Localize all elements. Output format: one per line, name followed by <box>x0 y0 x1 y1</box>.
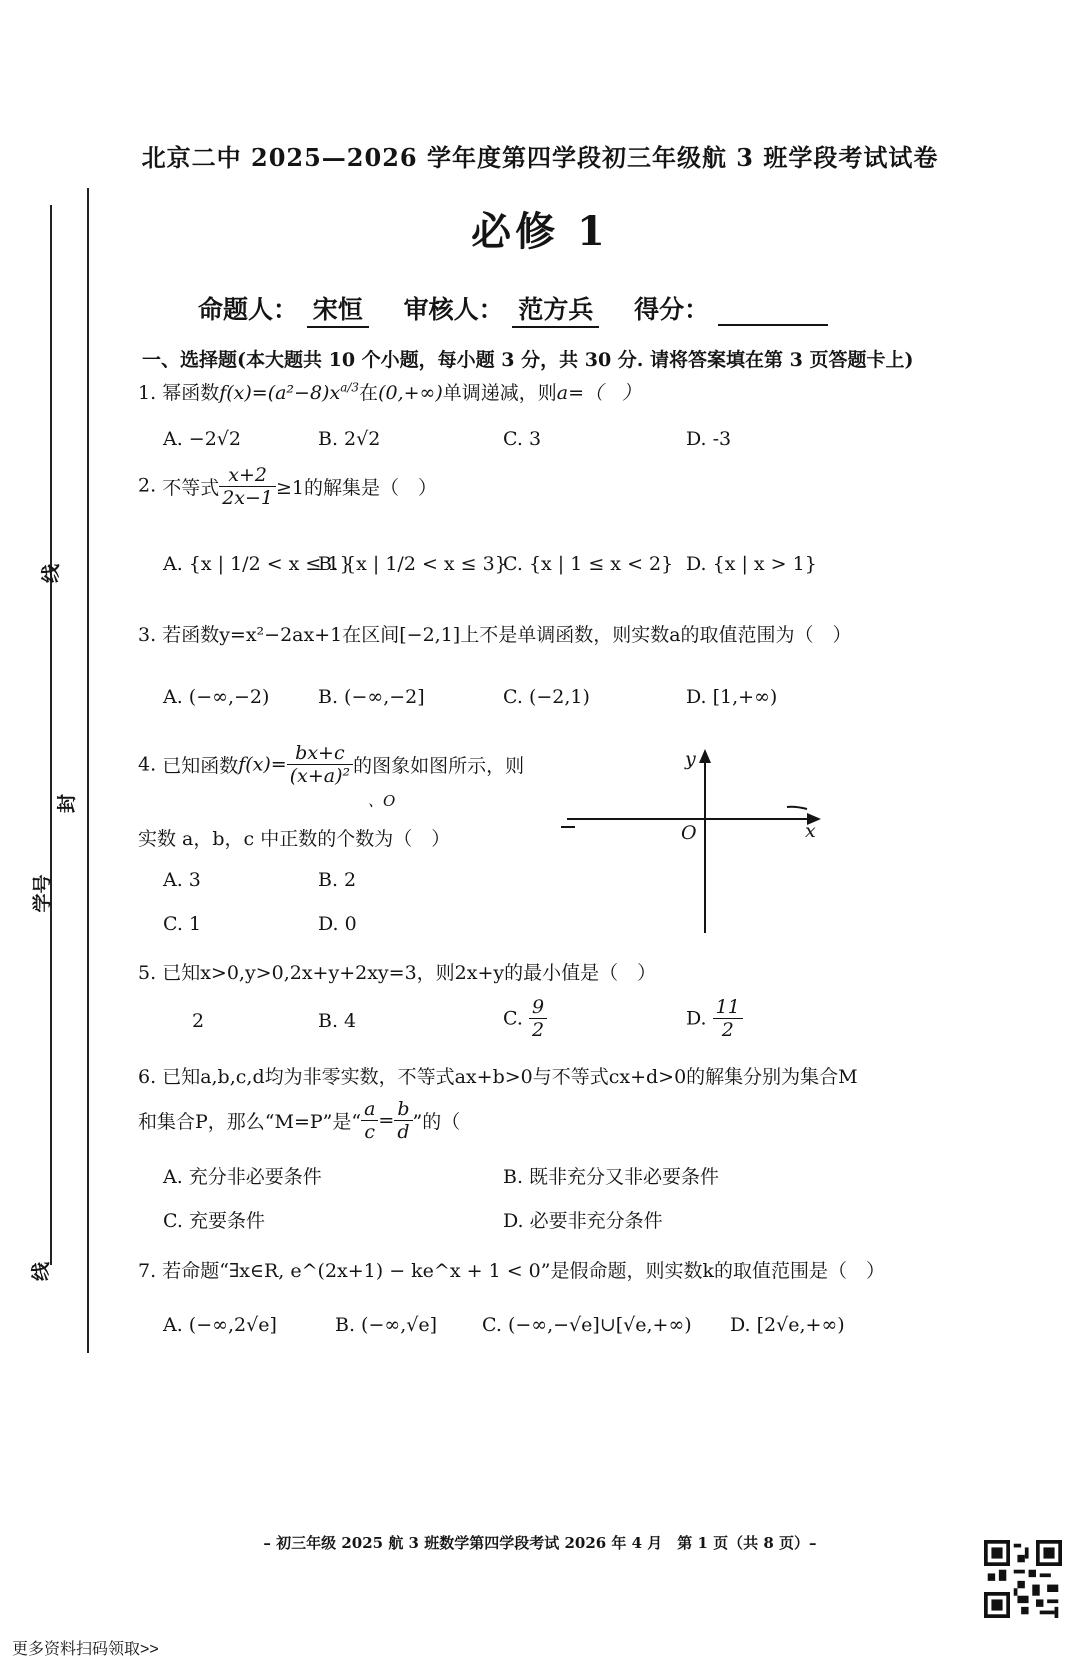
q1-interval: (0,+∞) <box>378 382 443 404</box>
q2-suffix: ≥1的解集是（ ） <box>276 477 438 499</box>
q6-frac1-num: a <box>361 1098 378 1121</box>
q5-option-d-label: D. <box>686 1007 707 1030</box>
q4-number: 4. <box>138 753 157 776</box>
q6-number: 6. <box>138 1066 157 1088</box>
q1-exponent: a/3 <box>340 380 360 395</box>
q1-ask: a=（ ） <box>556 382 642 404</box>
question-6 <box>138 1062 858 1089</box>
q6-line2-b: ”的（ <box>412 1111 461 1133</box>
q7-option-d[interactable]: D. [2√e,+∞) <box>730 1314 845 1336</box>
q7-number: 7. <box>138 1260 157 1282</box>
q4-origin-label: O <box>681 822 697 844</box>
q1-suffix: 单调递减，则 <box>442 382 557 404</box>
q3-option-c[interactable]: C. (−2,1) <box>503 686 590 708</box>
meta-row <box>198 290 828 326</box>
q2-option-c[interactable]: C. {x | 1 ≤ x < 2} <box>503 553 674 575</box>
score-label: 得分： <box>634 295 710 324</box>
subject-title: 必修 1 <box>471 208 609 255</box>
q7-option-a[interactable]: A. (−∞,2√e] <box>163 1314 277 1336</box>
q3-option-a[interactable]: A. (−∞,−2) <box>163 686 270 708</box>
side-label-student-id: 学号 <box>31 874 54 913</box>
q5-c-den: 2 <box>531 1019 545 1041</box>
q2-option-b[interactable]: B. {x | 1/2 < x ≤ 3} <box>318 553 507 575</box>
q5-option-c-label: C. <box>503 1007 523 1030</box>
q5-option-d-frac <box>713 996 743 1041</box>
author-name: 宋恒 <box>307 295 369 328</box>
question-5 <box>138 958 656 985</box>
q6-option-b[interactable]: B. 既非充分又非必要条件 <box>503 1166 720 1188</box>
q5-option-c[interactable] <box>503 996 547 1041</box>
q7-text: 若命题“∃x∈R, e^(2x+1) − ke^x + 1 < 0”是假命题，则实数k的取值范围是（ ） <box>162 1260 885 1282</box>
q2-option-a[interactable]: A. {x | 1/2 < x ≤ 1} <box>163 553 352 575</box>
q5-option-a[interactable]: 2 <box>192 1010 205 1032</box>
question-4 <box>138 742 524 787</box>
q6-line2 <box>138 1098 460 1143</box>
q5-d-num: 11 <box>713 996 743 1019</box>
q1-mid: 在 <box>359 382 379 404</box>
reviewer-name: 范方兵 <box>512 295 599 328</box>
qr-code-icon[interactable] <box>984 1540 1062 1618</box>
q2-number: 2. <box>138 474 157 497</box>
q2-fraction <box>219 464 276 509</box>
q1-option-c[interactable]: C. 3 <box>503 428 542 450</box>
q4-option-a[interactable]: A. 3 <box>163 869 201 891</box>
q6-line1: 已知a,b,c,d均为非零实数，不等式ax+b>0与不等式cx+d>0的解集分别为集合M <box>162 1066 858 1088</box>
q5-number: 5. <box>138 962 157 984</box>
q4-option-c[interactable]: C. 1 <box>163 913 202 935</box>
q4-fraction-num: bx+c <box>287 742 353 765</box>
q5-d-den: 2 <box>721 1019 734 1041</box>
question-7 <box>138 1256 885 1283</box>
q6-option-d[interactable]: D. 必要非充分条件 <box>503 1210 663 1232</box>
q6-frac1 <box>361 1098 378 1143</box>
q5-option-c-frac <box>529 996 547 1041</box>
q3-option-d[interactable]: D. [1,+∞) <box>686 686 778 708</box>
q4-fraction <box>287 742 353 787</box>
q6-frac2 <box>394 1098 412 1143</box>
q4-line2: 实数 a，b，c 中正数的个数为（ ） <box>138 828 451 850</box>
q5-option-d[interactable] <box>686 996 743 1041</box>
q3-text: 若函数y=x²−2ax+1在区间[−2,1]上不是单调函数，则实数a的取值范围为（ ） <box>162 624 852 646</box>
q5-option-b[interactable]: B. 4 <box>318 1010 357 1032</box>
q1-option-a[interactable]: A. −2√2 <box>163 428 242 450</box>
q2-fraction-num: x+2 <box>219 464 276 487</box>
q1-option-b[interactable]: B. 2√2 <box>318 428 381 450</box>
q6-option-c[interactable]: C. 充要条件 <box>163 1210 265 1232</box>
page-footer: – 初三年级 2025 航 3 班数学第四学段考试 2026 年 4 月 第 1 页（共 8 页）– <box>263 1534 817 1552</box>
q4-note: 、O <box>368 792 396 810</box>
question-1 <box>138 378 641 405</box>
author-label: 命题人： <box>198 295 299 324</box>
q3-number: 3. <box>138 624 157 646</box>
q6-frac1-den: c <box>364 1121 376 1143</box>
q6-frac2-den: d <box>397 1121 410 1143</box>
q2-prefix: 不等式 <box>162 477 220 499</box>
exam-title: 北京二中 2025—2026 学年度第四学段初三年级航 3 班学段考试试卷 <box>141 143 939 172</box>
q4-graph <box>555 745 835 940</box>
question-3 <box>138 620 852 647</box>
q4-curve-right <box>787 807 807 809</box>
q4-axis-y-label: y <box>685 748 696 770</box>
q6-line2-a: 和集合P，那么“M=P”是“ <box>138 1111 362 1133</box>
q4-suffix: 的图象如图所示，则 <box>353 755 525 777</box>
q4-fraction-den: (x+a)² <box>289 765 351 787</box>
q6-eq: = <box>378 1109 395 1132</box>
q1-expr: f(x)=(a²−8)x <box>219 382 341 404</box>
q4-fx: f(x)= <box>238 753 287 776</box>
question-2 <box>138 464 437 509</box>
q4-axis-x-label: x <box>805 820 816 842</box>
side-label-seal: 封 <box>56 793 79 814</box>
q3-option-b[interactable]: B. (−∞,−2] <box>318 686 425 708</box>
q4-y-arrow <box>699 749 711 763</box>
q4-prefix: 已知函数 <box>162 755 239 777</box>
q1-prefix: 幂函数 <box>162 382 220 404</box>
q1-number: 1. <box>138 382 157 404</box>
q2-option-d[interactable]: D. {x | x > 1} <box>686 553 817 575</box>
q2-fraction-den: 2x−1 <box>222 487 274 509</box>
q5-text: 已知x>0,y>0,2x+y+2xy=3，则2x+y的最小值是（ ） <box>162 962 657 984</box>
q4-option-d[interactable]: D. 0 <box>318 913 357 935</box>
reviewer-label: 审核人： <box>403 295 504 324</box>
side-label-line: 线 <box>40 563 63 584</box>
q1-option-d[interactable]: D. -3 <box>686 428 732 450</box>
binding-line-outer <box>50 205 52 1265</box>
q7-option-c[interactable]: C. (−∞,−√e]∪[√e,+∞) <box>482 1314 692 1336</box>
binding-line-inner <box>87 188 89 1353</box>
more-resources-link[interactable]: 更多资料扫码领取>> <box>12 1641 159 1658</box>
q4-option-b[interactable]: B. 2 <box>318 869 357 891</box>
score-blank[interactable] <box>718 300 828 326</box>
side-label-bottom: 线 <box>30 1261 53 1282</box>
q6-frac2-num: b <box>394 1098 412 1121</box>
q5-c-num: 9 <box>529 996 547 1019</box>
q6-option-a[interactable]: A. 充分非必要条件 <box>163 1166 322 1188</box>
section-heading: 一、选择题(本大题共 10 个小题，每小题 3 分，共 30 分. 请将答案填在第 3 页答题卡上) <box>142 349 914 371</box>
q7-option-b[interactable]: B. (−∞,√e] <box>335 1314 438 1336</box>
